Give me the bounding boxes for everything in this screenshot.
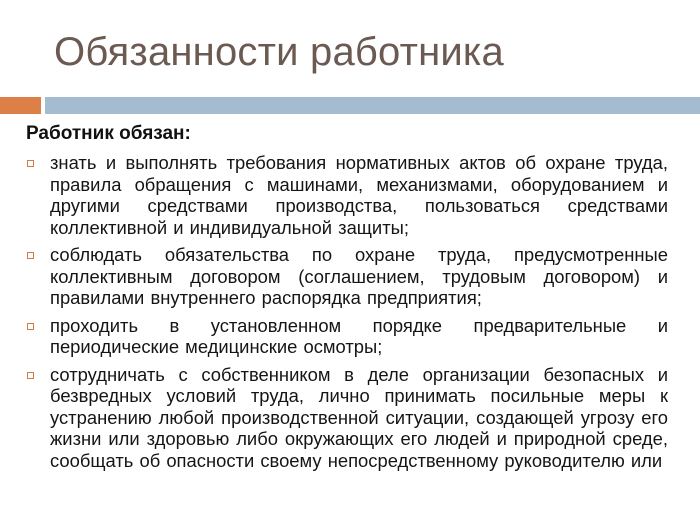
list-item-text: сотрудничать с собственником в деле организации безопасных и безвредных условий труда, лично принимать посильные меры к устранению любой производственной ситуации, создающей угрозу его жизни или здоровью либо окружающих его людей и природной среде, сообщать об опасности своему непосредственному руководителю или xyxy=(50,363,668,471)
list-item-text: знать и выполнять требования нормативных актов об охране труда, правила обращения с машинами, механизмами, оборудованием и другими средствами производства, пользоваться средствами коллективной и индивидуальной защиты; xyxy=(50,152,668,238)
square-bullet-icon xyxy=(27,323,34,330)
list-item xyxy=(26,152,668,238)
slide-title: Обязанности работника xyxy=(54,30,504,74)
title-accent-bar xyxy=(0,97,41,114)
duties-list xyxy=(26,152,668,477)
list-item xyxy=(26,364,668,472)
square-bullet-icon xyxy=(27,372,34,379)
list-item xyxy=(26,244,668,309)
square-bullet-icon xyxy=(27,252,34,259)
title-divider-bar xyxy=(45,97,700,114)
list-item xyxy=(26,315,668,358)
list-item-text: соблюдать обязательства по охране труда, предусмотренные коллективным договором (соглашением, трудовым договором) и правилами внутреннего распорядка предприятия; xyxy=(50,244,668,308)
list-item-text: проходить в установленном порядке предварительные и периодические медицинские осмотры; xyxy=(50,314,668,357)
lead-text: Работник обязан: xyxy=(26,123,191,144)
square-bullet-icon xyxy=(27,160,34,167)
